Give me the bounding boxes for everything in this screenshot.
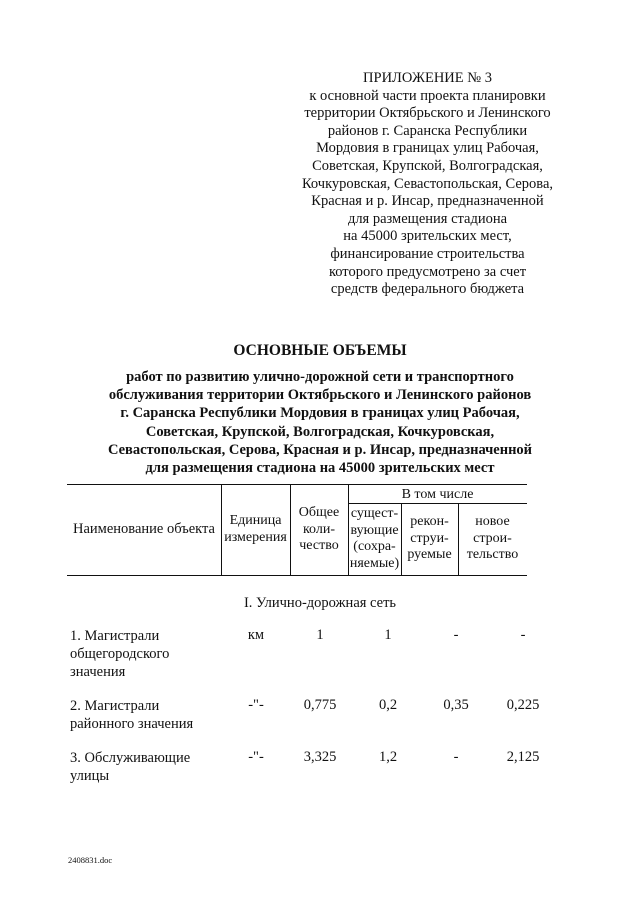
header-reconstructed-line: струи- [410,530,449,546]
row-name [70,627,230,681]
header-name: Наименование объекта [73,521,215,537]
header-new-line: строи- [473,530,512,546]
row-existing: 1,2 [378,749,398,765]
appendix-line: Советская, Крупской, Волгоградская, [312,157,543,174]
row-unit: км [247,627,265,643]
file-name-footer: 2408831.doc [68,855,113,865]
row-name-line: 1. Магистрали [70,628,160,644]
row-reconstructed: 0,35 [443,697,469,713]
row-existing: 0,2 [378,697,398,713]
row-name-line: 3. Обслуживающие [70,750,191,766]
header-total [290,505,348,555]
row-name-line: значения [70,664,126,680]
subtitle-line: Советская, Крупской, Волгоградская, Кочкуровская, [145,423,495,440]
header-unit-line: измерения [224,529,287,545]
row-name-line: районного значения [70,716,194,732]
header-reconstructed [401,514,458,564]
appendix-line: территории Октябрьского и Ленинского [304,105,551,122]
header-unit-line: Единица [229,513,282,528]
appendix-line: для размещения стадиона [347,210,508,227]
appendix-line: к основной части проекта планировки [309,87,546,104]
appendix-line: районов г. Саранска Республики [327,122,528,139]
subtitle-line: Севастопольская, Серова, Красная и р. Инсар, предназначенной [107,441,533,458]
document-subtitle [50,368,590,477]
row-new: - [520,627,526,643]
row-total: 0,775 [303,697,337,713]
header-existing-line: няемые) [349,555,400,571]
header-new-line: новое [475,514,510,529]
subtitle-line: обслуживания территории Октябрьского и Ленинского районов [108,387,532,404]
appendix-line: на 45000 зрительских мест, [343,228,512,245]
header-new [458,514,527,564]
header-existing-line: сущест- [350,506,399,521]
appendix-line: средств федерального бюджета [330,281,525,298]
subtitle-line: для размещения стадиона на 45000 зрительских мест [145,460,495,477]
appendix-line: которого предусмотрено за счет [328,263,527,280]
row-total: 3,325 [303,749,337,765]
table-top-rule [67,484,527,485]
header-existing [348,506,401,572]
header-reconstructed-line: руемые [407,547,452,563]
row-total: 1 [316,627,324,643]
header-existing-line: вующие [350,522,399,538]
header-total-line: коли- [302,521,336,537]
row-name [70,697,230,733]
row-reconstructed: - [453,749,459,765]
row-reconstructed: - [453,627,459,643]
header-group: В том числе [401,487,474,502]
header-total-line: Общее [298,505,340,520]
subtitle-line: работ по развитию улично-дорожной сети и транспортного [126,369,514,385]
row-name-line: общегородского [70,646,170,662]
appendix-line: Красная и р. Инсар, предназначенной [311,193,544,210]
subtitle-line: г. Саранска Республики Мордовия в границах улиц Рабочая, [120,405,520,422]
section-title: I. Улично-дорожная сеть [243,595,397,611]
row-name [70,749,230,785]
appendix-note [285,70,570,299]
header-unit [221,513,290,546]
header-existing-line: (сохра- [353,539,396,555]
appendix-line: финансирование строительства [330,245,525,262]
header-reconstructed-line: рекон- [410,514,449,529]
row-new: 0,225 [506,697,540,713]
appendix-line: Кочкуровская, Севастопольская, Серова, [301,175,554,192]
row-new: 2,125 [506,749,540,765]
row-name-line: 2. Магистрали [70,698,160,714]
row-unit: -"- [248,697,264,713]
row-name-line: улицы [70,768,110,784]
document-title: ОСНОВНЫЕ ОБЪЕМЫ [233,342,407,359]
appendix-line: Мордовия в границах улиц Рабочая, [316,140,539,157]
header-total-line: чество [299,538,339,554]
row-unit: -"- [248,749,264,765]
header-new-line: тельство [466,547,519,563]
row-existing: 1 [384,627,392,643]
appendix-line: ПРИЛОЖЕНИЕ № 3 [363,70,492,86]
